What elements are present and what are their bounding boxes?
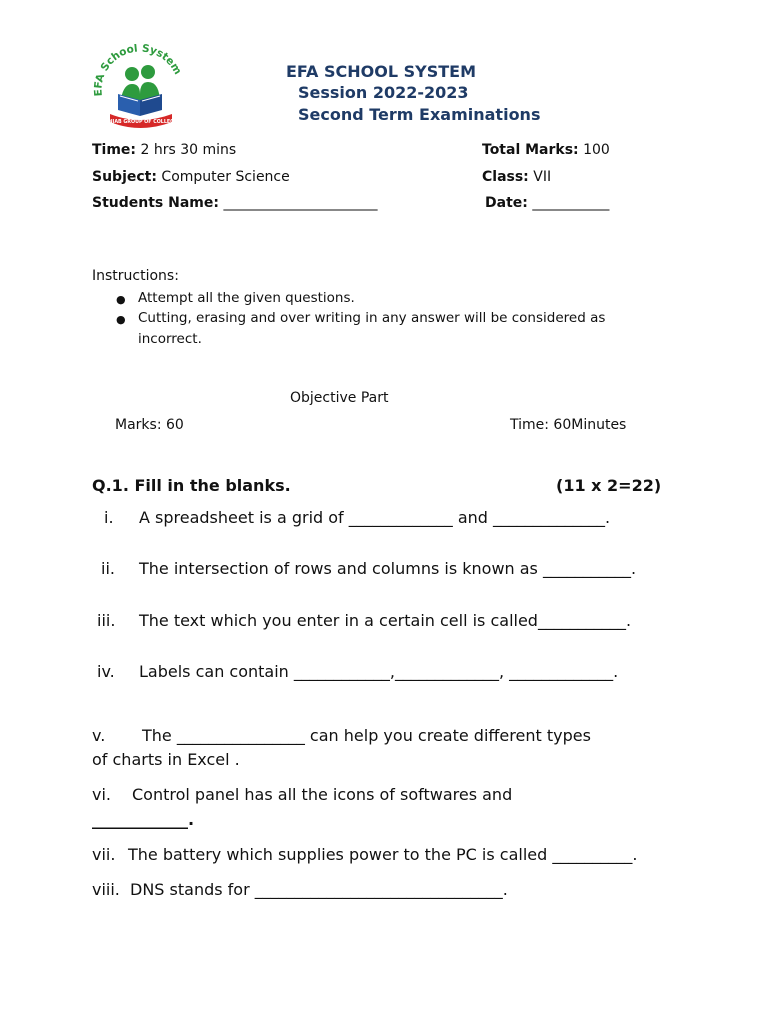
instruction-item: Cutting, erasing and over writing in any answer will be considered as [138, 310, 606, 326]
q1-item-number: i. [104, 508, 114, 527]
q1-item-number: vii. [92, 845, 116, 864]
student-name-label: Students Name: [92, 195, 219, 211]
student-name-field[interactable] [92, 195, 377, 211]
q1-item-text[interactable]: The battery which supplies power to the PC is called __________. [128, 845, 638, 864]
q1-item-text[interactable]: Labels can contain ____________,_____________, _____________. [139, 662, 619, 681]
q1-item-text[interactable]: The intersection of rows and columns is known as ___________. [139, 559, 637, 578]
total-marks-field [482, 142, 610, 158]
bullet-icon: ● [116, 293, 126, 306]
logo-arc-text: EFA School System [92, 44, 184, 97]
subject-field [92, 169, 290, 185]
bullet-icon: ● [116, 313, 126, 326]
subject-label: Subject: [92, 169, 157, 185]
q1-marks: (11 x 2=22) [556, 476, 662, 495]
session-title: Session 2022-2023 [298, 83, 469, 102]
class-value: VII [533, 169, 552, 185]
date-blank[interactable]: ___________ [532, 195, 610, 211]
instructions-title: Instructions: [92, 268, 179, 284]
q1-item-number: vi. [92, 785, 111, 804]
instruction-item: Attempt all the given questions. [138, 290, 355, 306]
q1-item-number: iv. [97, 662, 115, 681]
date-label: Date: [485, 195, 528, 211]
time-field [92, 142, 236, 158]
term-title: Second Term Examinations [298, 105, 541, 124]
objective-time: Time: 60Minutes [510, 417, 627, 433]
q1-item-number: viii. [92, 880, 120, 899]
student-name-blank[interactable]: ______________________ [223, 195, 378, 211]
school-name: EFA SCHOOL SYSTEM [286, 62, 476, 81]
class-label: Class: [482, 169, 529, 185]
total-marks-value: 100 [583, 142, 610, 158]
q1-item-text-continued: of charts in Excel . [92, 750, 240, 769]
q1-item-text[interactable]: A spreadsheet is a grid of _____________ and ______________. [139, 508, 611, 527]
time-value: 2 hrs 30 mins [140, 142, 237, 158]
q1-item-text[interactable]: The text which you enter in a certain cell is called___________. [139, 611, 632, 630]
objective-part-title: Objective Part [290, 390, 389, 406]
q1-item-text[interactable]: The ________________ can help you create different types [142, 726, 591, 745]
class-field [482, 169, 551, 185]
school-logo [92, 44, 188, 132]
q1-title: Q.1. Fill in the blanks. [92, 476, 291, 495]
objective-marks: Marks: 60 [115, 417, 184, 433]
logo-banner-text: PUNJAB GROUP OF COLLEGES [101, 120, 181, 125]
instruction-item-continued: incorrect. [138, 331, 202, 347]
q1-item-blank-continued[interactable]: ____________. [92, 810, 195, 829]
q1-item-text: Control panel has all the icons of softwares and [132, 785, 513, 804]
q1-item-text[interactable]: DNS stands for _______________________________. [130, 880, 508, 899]
q1-item-number: v. [92, 726, 106, 745]
subject-value: Computer Science [161, 169, 290, 185]
time-label: Time: [92, 142, 137, 158]
total-marks-label: Total Marks: [482, 142, 579, 158]
q1-item-number: ii. [101, 559, 115, 578]
q1-item-number: iii. [97, 611, 116, 630]
date-field[interactable] [485, 195, 609, 211]
